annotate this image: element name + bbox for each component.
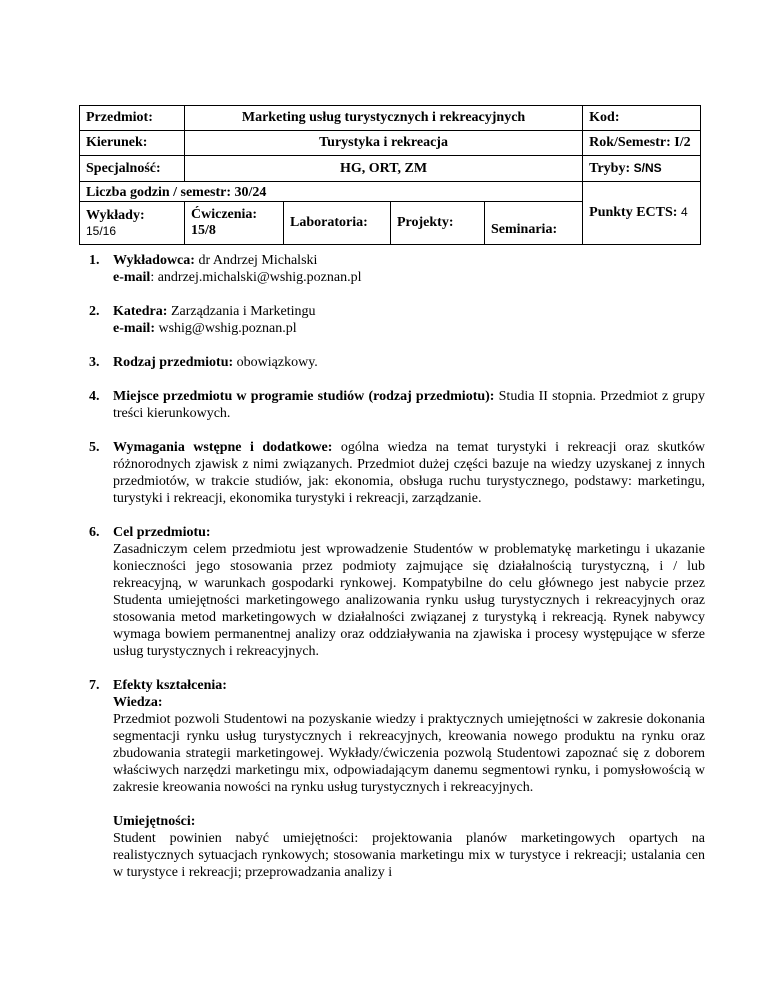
przedmiot-value: Marketing usług turystycznych i rekreacyjnych [184,106,582,131]
course-goal-text: Zasadniczym celem przedmiotu jest wprowadzenie Studentów w problematykę marketingu i ukazanie konieczności jego stosowania przez podmioty zajmujące się działalnością turystyczną, i / lub rekreacyjną, w warunkach gospodarki rynkowej. Kompatybilne do celu głównego jest nabycie przez Studenta umiejętności marketingowego analizowania rynku usług turystycznych i rekreacyjnych oraz stosowania metod marketingowych w działalności związanej z turystyką i rekreacją. Rynek nabywcy wymaga bowiem permanentnej analizy oraz oddziaływania na zjawiska i procesy występujące w sferze usług turystycznych i rekreacyjnych. [113,542,705,659]
knowledge-label: Wiedza: [113,695,163,710]
section-prerequisites [89,439,705,507]
seminaria-label: Seminaria: [485,202,583,245]
course-type-value: obowiązkowy. [233,355,318,370]
section-learning-outcomes [89,677,705,881]
section-number: 4. [89,389,100,404]
wyklady-cell [80,202,185,245]
wyklady-label: Wykłady: [86,208,145,223]
rok-semestr-label: Rok/Semestr: I/2 [583,131,701,156]
knowledge-text: Przedmiot pozwoli Studentowi na pozyskanie wiedzy i praktycznych umiejętności w zakresie dokonania segmentacji rynku usług turystycznych i rekreacyjnych, kreowania nowego produktu na rynku oraz zbudowania strategii marketingowej. Wykłady/ćwiczenia pozwolą Studentowi zapoznać się z doborem właściwych narzędzi marketingu mix, odpowiadającym danemu segmentowi rynku, i pomysłowością w zakresie kreowania nowości na rynku usług turystycznych i rekreacyjnych. [113,712,705,795]
department-value: Zarządzania i Marketingu [167,304,316,319]
kod-label: Kod: [583,106,701,131]
laboratoria-label: Laboratoria: [284,202,391,245]
course-type-label: Rodzaj przedmiotu: [113,355,234,370]
cwiczenia-cell [185,202,284,245]
department-email-value: wshig@wshig.poznan.pl [154,321,297,336]
lecturer-email-value: : andrzej.michalski@wshig.poznan.pl [150,270,362,285]
program-place-label: Miejsce przedmiotu w programie studiów (rodzaj przedmiotu): [113,389,495,404]
section-number: 2. [89,304,100,319]
hours-breakdown [80,201,583,245]
wyklady-value: 15/16 [86,224,117,238]
section-number: 6. [89,525,100,540]
projekty-label: Projekty: [391,202,485,245]
skills-text: Student powinien nabyć umiejętności: projektowania planów marketingowych opartych na realistycznych sytuacjach rynkowych; stosowania marketingu mix w turystyce i rekreacji; ustalania cen w turystyce i rekreacji; przeprowadzania analizy i [113,831,705,880]
cwiczenia-value: 15/8 [191,223,216,238]
section-lecturer [89,252,705,286]
przedmiot-label: Przedmiot: [80,106,185,131]
ects-cell [583,182,701,245]
kierunek-value: Turystyka i rekreacja [184,131,582,156]
section-course-type [89,354,705,371]
skills-label: Umiejętności: [113,814,196,829]
department-email-label: e-mail: [113,321,155,336]
section-course-goal [89,524,705,660]
lecturer-value: dr Andrzej Michalski [194,253,318,268]
section-department [89,303,705,337]
specjalnosc-label: Specjalność: [80,156,185,182]
prerequisites-value: ogólna wiedza na temat turystyki i rekreacji oraz skutków różnorodnych zjawisk z nimi związanych. Przedmiot dużej części bazuje na wiedzy uzyskanej z innych przedmiotów, w trakcie studiów, jak: ekonomia, obsługa ruchu turystycznego, podstawy: marketingu, turystyki i rekreacji, ekonomika turystyki i rekreacji, zarządzanie. [113,440,705,506]
tryby-value: S/NS [633,160,662,175]
ects-label: Punkty ECTS: [589,205,678,220]
course-goal-label: Cel przedmiotu: [113,525,211,540]
prerequisites-label: Wymagania wstępne i dodatkowe: [113,440,333,455]
program-place-value: Studia II stopnia. Przedmiot z grupy treści kierunkowych. [113,389,705,421]
department-label: Katedra: [113,304,168,319]
liczba-godzin: Liczba godzin / semestr: 30/24 [80,182,583,202]
section-number: 5. [89,440,100,455]
lecturer-email-label: e-mail [113,270,151,285]
cwiczenia-label: Ćwiczenia: [191,207,258,222]
ects-value: 4 [680,205,688,219]
learning-outcomes-label: Efekty kształcenia: [113,678,227,693]
section-program-place [89,388,705,422]
section-number: 3. [89,355,100,370]
lecturer-label: Wykładowca: [113,253,195,268]
document-body [89,252,705,881]
kierunek-label: Kierunek: [80,131,185,156]
tryby-cell [583,156,701,182]
section-number: 7. [89,678,100,693]
course-header-table [79,105,701,245]
specjalnosc-value: HG, ORT, ZM [184,156,582,182]
tryby-label: Tryby: [589,160,631,176]
section-number: 1. [89,253,100,268]
